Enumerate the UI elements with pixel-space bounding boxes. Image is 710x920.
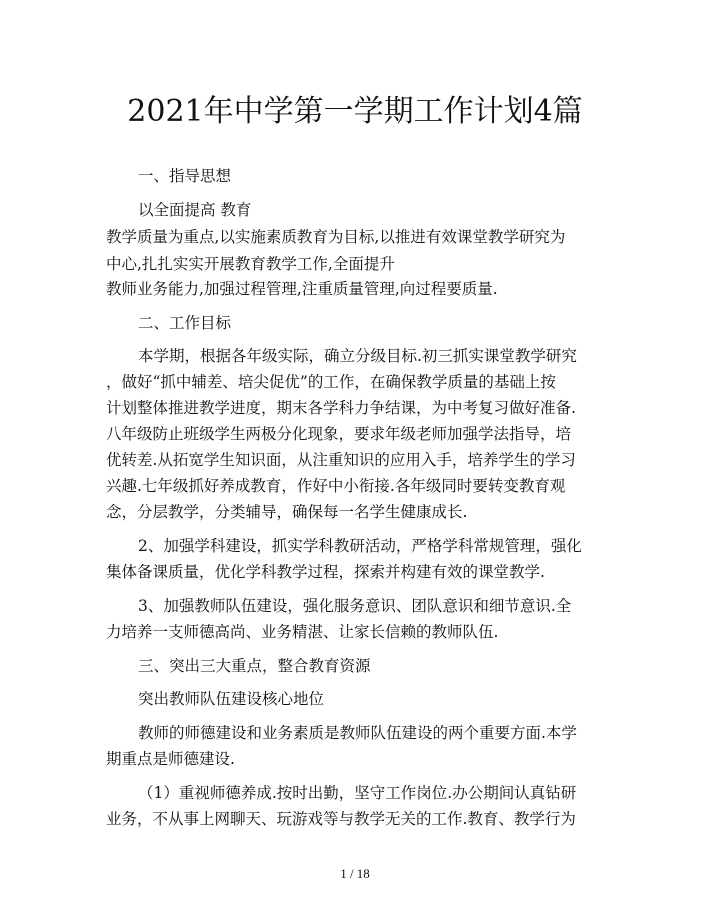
paragraph-line: 集体备课质量，优化学科教学过程，探索并构建有效的课堂教学. [106,563,545,581]
section-heading-three-focuses: 三、突出三大重点，整合教育资源 [138,657,371,675]
paragraph-line: 3、加强教师队伍建设，强化服务意识、团队意识和细节意识.全 [138,597,572,615]
subsection-heading: 突出教师队伍建设核心地位 [138,690,325,708]
paragraph-line: 本学期，根据各年级实际，确立分级目标.初三抓实课堂教学研究 [138,347,577,365]
paragraph-line: 2、加强学科建设，抓实学科教研活动，严格学科常规管理，强化 [138,537,582,555]
document-title: 2021年中学第一学期工作计划4篇 [127,94,583,129]
section-heading-work-goals: 二、工作目标 [138,314,232,332]
paragraph-line: 优转差.从拓宽学生知识面，从注重知识的应用入手，培养学生的学习 [106,451,576,469]
paragraph-line: 计划整体推进教学进度，期末各学科力争结课，为中考复习做好准备. [106,399,576,417]
paragraph-line: 兴趣.七年级抓好养成教育，作好中小衔接.各年级同时要转变教育观 [106,477,566,495]
paragraph-line: 业务，不从事上网聊天、玩游戏等与教学无关的工作.教育、教学行为 [106,810,576,828]
paragraph-line: 教学质量为重点,以实施素质教育为目标,以推进有效课堂教学研究为 [106,228,566,246]
paragraph-line: 力培养一支师德高尚、业务精湛、让家长信赖的教师队伍. [106,623,499,641]
paragraph-line: 念，分层教学，分类辅导，确保每一名学生健康成长. [106,503,468,521]
paragraph-line: ，做好“抓中辅差、培尖促优”的工作，在确保教学质量的基础上按 [106,373,556,391]
page-number: 1 / 18 [340,866,370,881]
paragraph-line: 教师的师德建设和业务素质是教师队伍建设的两个重要方面.本学 [138,724,577,742]
section-heading-guiding-thought: 一、指导思想 [138,167,232,185]
paragraph-line: 中心,扎扎实实开展教育教学工作,全面提升 [106,255,395,273]
paragraph-line: 教师业务能力,加强过程管理,注重质量管理,向过程要质量. [106,280,498,298]
paragraph-line: 八年级防止班级学生两极分化现象，要求年级老师加强学法指导，培 [106,425,572,443]
paragraph-line: （1）重视师德养成.按时出勤，坚守工作岗位.办公期间认真钻研 [138,784,577,802]
paragraph-line: 以全面提高 教育 [138,201,252,219]
paragraph-line: 期重点是师德建设. [106,750,235,768]
